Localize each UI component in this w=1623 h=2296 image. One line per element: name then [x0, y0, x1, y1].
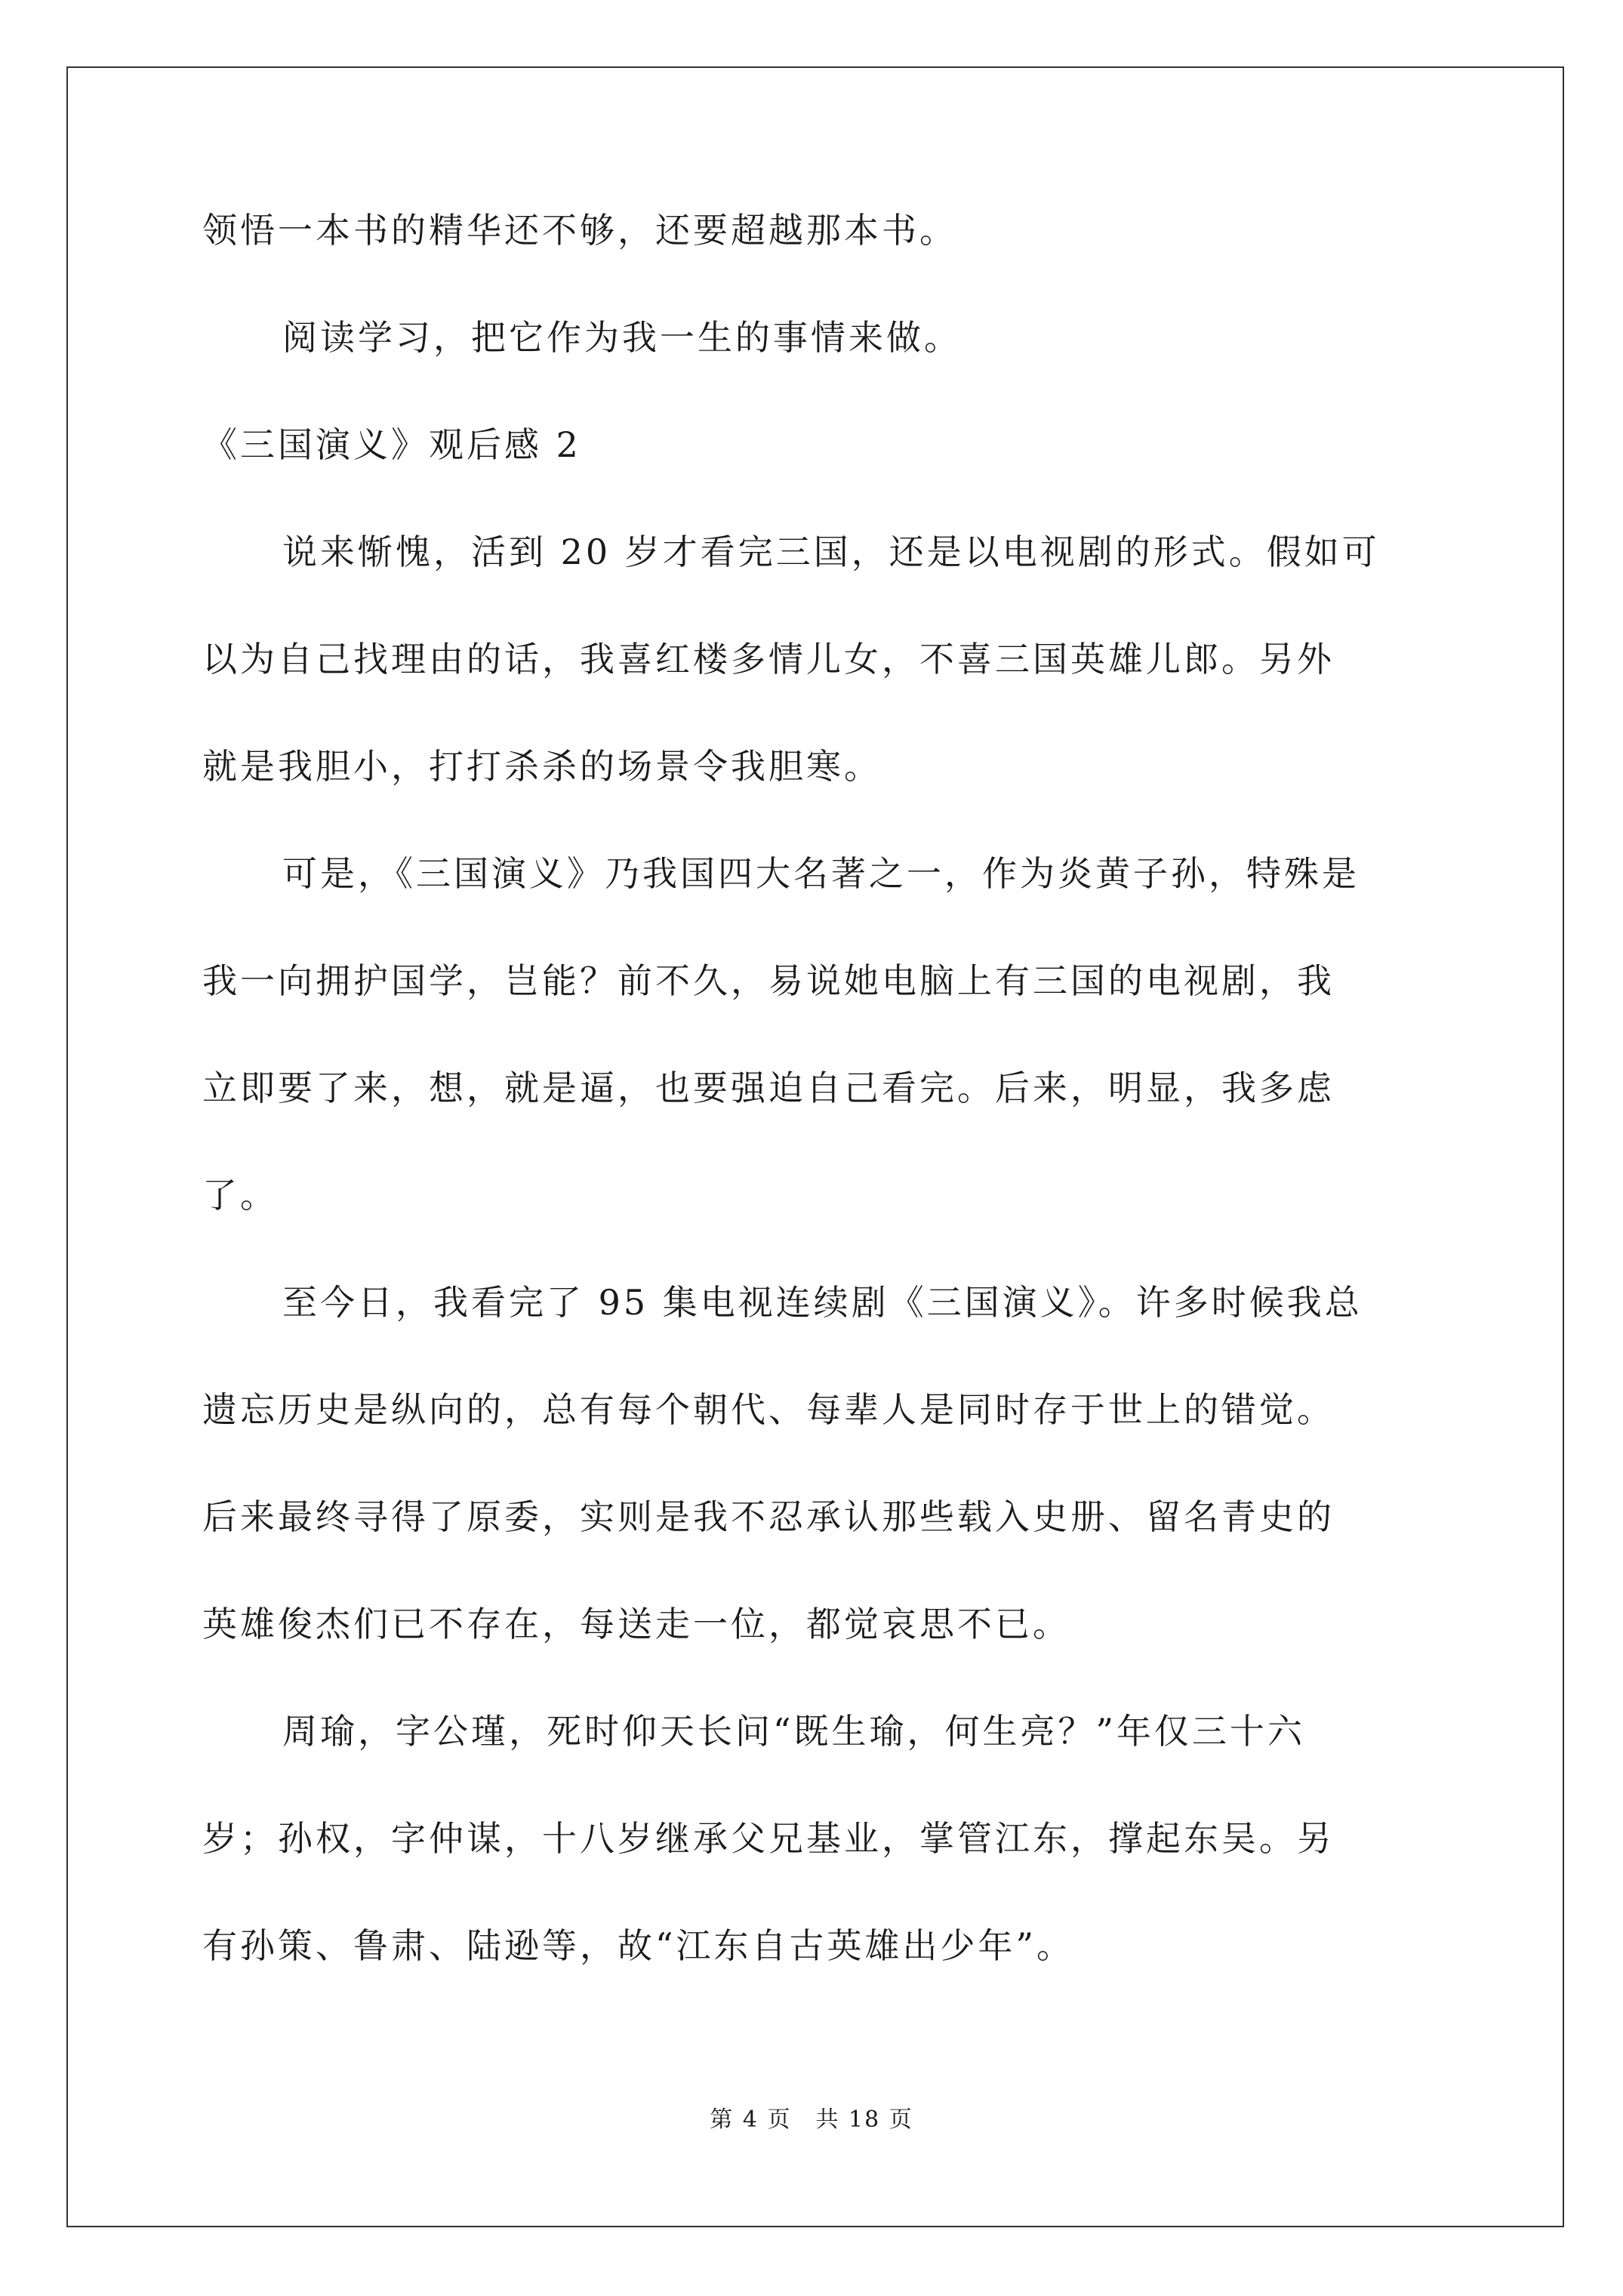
- document-body: [202, 202, 1433, 1974]
- text-line: 有孙策、鲁肃、陆逊等，故“江东自古英雄出少年”。: [202, 1925, 1075, 1966]
- text-line: 我一向拥护国学，岂能？前不久，易说她电脑上有三国的电视剧，我: [202, 960, 1335, 1001]
- text-line: 后来最终寻得了原委，实则是我不忍承认那些载入史册、留名青史的: [202, 1496, 1335, 1537]
- text-line: 阅读学习，把它作为我一生的事情来做。: [282, 317, 962, 358]
- text-line: 英雄俊杰们已不存在，每送走一位，都觉哀思不已。: [202, 1604, 1070, 1644]
- page-number-footer: 第 4 页 共 18 页: [710, 2106, 913, 2133]
- text-line: 就是我胆小，打打杀杀的场景令我胆寒。: [202, 746, 882, 787]
- text-line: 遗忘历史是纵向的，总有每个朝代、每辈人是同时存于世上的错觉。: [202, 1389, 1335, 1430]
- text-line: 以为自己找理由的话，我喜红楼多情儿女，不喜三国英雄儿郎。另外: [202, 639, 1335, 680]
- text-line: 立即要了来，想，就是逼，也要强迫自己看完。后来，明显，我多虑: [202, 1068, 1335, 1108]
- text-line: 说来惭愧，活到 20 岁才看完三国，还是以电视剧的形式。假如可: [282, 532, 1380, 572]
- text-line: 了。: [202, 1175, 278, 1216]
- text-line: 可是，《三国演义》乃我国四大名著之一，作为炎黄子孙，特殊是: [282, 853, 1360, 894]
- text-line: 岁；孙权，字仲谋，十八岁继承父兄基业，掌管江东，撑起东吴。另: [202, 1818, 1335, 1859]
- section-heading: 《三国演义》观后感 2: [202, 424, 581, 465]
- text-line: 领悟一本书的精华还不够，还要超越那本书。: [202, 210, 957, 251]
- text-line: 至今日，我看完了 95 集电视连续剧《三国演义》。许多时候我总: [282, 1282, 1363, 1323]
- text-line: 周瑜，字公瑾，死时仰天长问“既生瑜，何生亮？”年仅三十六: [282, 1711, 1306, 1752]
